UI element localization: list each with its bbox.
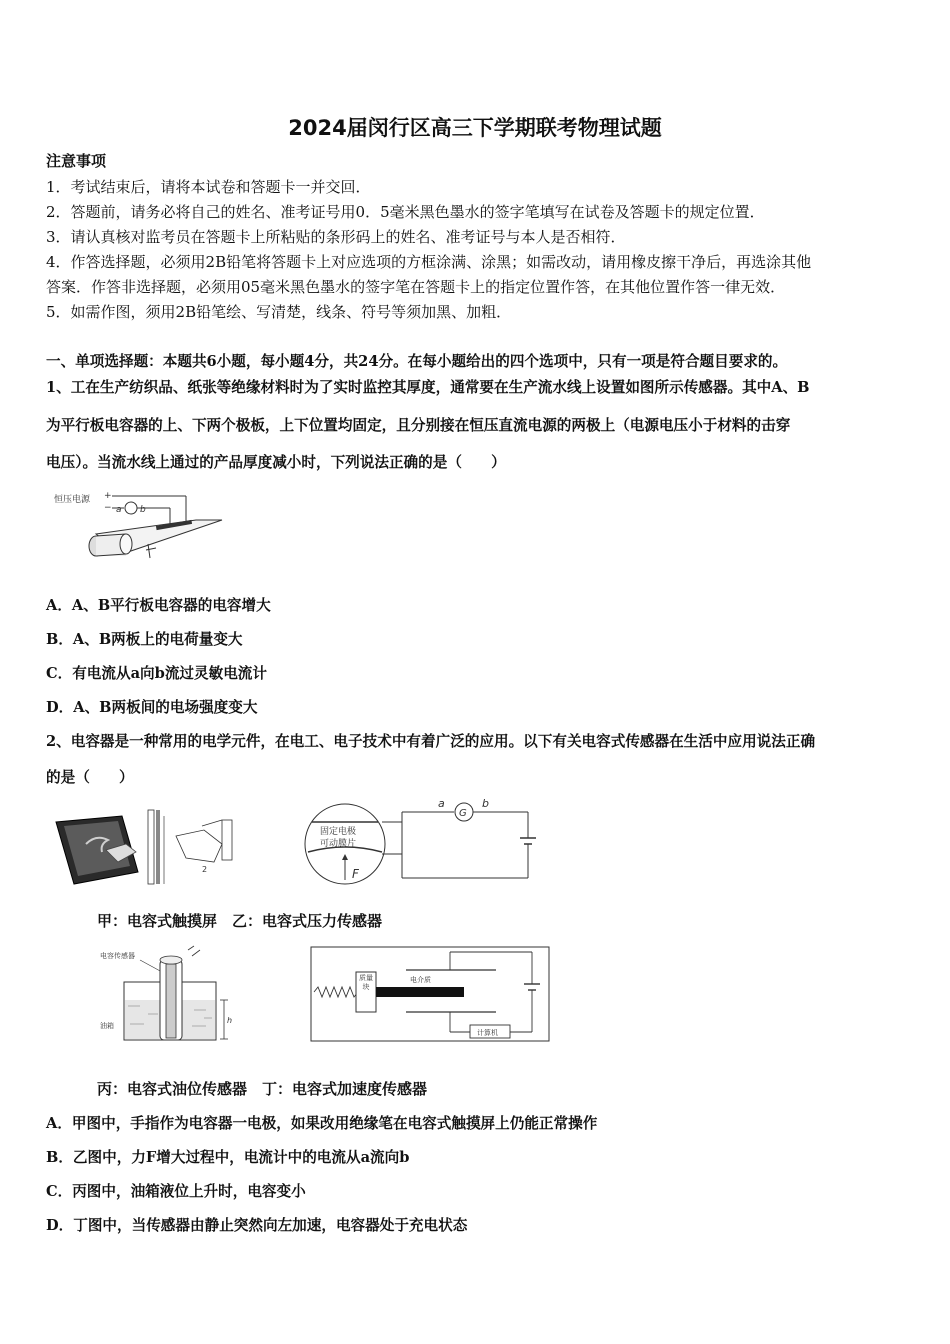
dielectric-label: 电介质 xyxy=(410,976,431,984)
q2-option-b: B．乙图中，力F增大过程中，电流计中的电流从a流向b xyxy=(46,1149,410,1166)
notice-item: 2．答题前，请务必将自己的姓名、准考证号用0．5毫米黑色墨水的签字笔填写在试卷及答题卡的规定位置． xyxy=(46,203,765,221)
q1-option-b: B．A、B两板上的电荷量变大 xyxy=(46,631,243,648)
q1-a-label: a xyxy=(116,505,122,515)
force-label: F xyxy=(352,867,359,881)
notice-item: 5．如需作图，须用2B铅笔绘、写清楚，线条、符号等须加黑、加粗． xyxy=(46,303,512,321)
mass-label: 质量块 xyxy=(359,974,373,991)
q1-thickness-sensor-figure xyxy=(46,486,226,566)
page-title: 2024届闵行区高三下学期联考物理试题 xyxy=(288,116,662,140)
section-heading: 一、单项选择题：本题共6小题，每小题4分，共24分。在每小题给出的四个选项中，只有一项是符合题目要求的。 xyxy=(46,353,788,370)
q1-option-a: A．A、B平行板电容器的电容增大 xyxy=(46,597,271,614)
q1-option-c: C．有电流从a向b流过灵敏电流计 xyxy=(46,665,267,682)
q2-option-a: A．甲图中，手指作为电容器一电极，如果改用绝缘笔在电容式触摸屏上仍能正常操作 xyxy=(46,1115,598,1132)
sensor-label: 电容传感器 xyxy=(100,952,135,960)
notice-item: 答案．作答非选择题，必须用05毫米黑色墨水的签字笔在答题卡上的指定位置作答，在其他位置作答一律无效． xyxy=(46,278,786,296)
q1-minus-label: − xyxy=(104,503,112,513)
q2-stem-line: 的是（ ） xyxy=(46,769,134,786)
q2-stem-line: 2、电容器是一种常用的电学元件，在电工、电子技术中有着广泛的应用。以下有关电容式传感器在生活中应用说法正确 xyxy=(46,733,816,750)
q1-stem-line: 电压）。当流水线上通过的产品厚度减小时，下列说法正确的是（ ） xyxy=(46,454,506,471)
figure-touch-screen xyxy=(52,806,242,888)
figure-acceleration-sensor xyxy=(310,946,550,1042)
fixed-electrode-label: 固定电极 xyxy=(320,827,357,837)
notice-heading: 注意事项 xyxy=(46,152,107,170)
figure-oil-level-sensor xyxy=(100,944,236,1044)
q2-option-c: C．丙图中，油箱液位上升时，电容变小 xyxy=(46,1183,306,1200)
dielectric-bar xyxy=(376,987,464,997)
q1-b-label: b xyxy=(140,505,146,515)
q1-plus-label: + xyxy=(104,491,112,501)
figure-caption-1: 甲：电容式触摸屏 乙：电容式压力传感器 xyxy=(97,912,383,930)
membrane-label: 可动膜片 xyxy=(320,839,357,849)
oil-tank-label: 油箱 xyxy=(100,1022,114,1030)
q1-stem-line: 为平行板电容器的上、下两个极板，上下位置均固定，且分别接在恒压直流电源的两极上（电源电压小于材料的击穿 xyxy=(46,417,791,434)
notice-item: 3．请认真核对监考员在答题卡上所粘贴的条形码上的姓名、准考证号与本人是否相符． xyxy=(46,228,626,246)
computer-label: 计算机 xyxy=(477,1029,498,1037)
figure-caption-2: 丙：电容式油位传感器 丁：电容式加速度传感器 xyxy=(97,1080,428,1098)
q2-option-d: D．丁图中，当传感器由静止突然向左加速，电容器处于充电状态 xyxy=(46,1217,468,1234)
figure-pressure-sensor xyxy=(302,798,542,890)
q1-source-label: 恒压电源 xyxy=(54,495,91,505)
notice-item: 4．作答选择题，必须用2B铅笔将答题卡上对应选项的方框涂满、涂黑；如需改动，请用橡皮擦干净后，再选涂其他 xyxy=(46,253,812,271)
galvanometer-label: G xyxy=(459,808,467,819)
notice-item: 1．考试结束后，请将本试卷和答题卡一并交回． xyxy=(46,178,371,196)
svg-text:2: 2 xyxy=(202,865,208,874)
height-label: h xyxy=(227,1016,233,1025)
q1-option-d: D．A、B两板间的电场强度变大 xyxy=(46,699,258,716)
q2-a-label: a xyxy=(438,798,445,810)
q1-stem-line: 1、工在生产纺织品、纸张等绝缘材料时为了实时监控其厚度，通常要在生产流水线上设置如图所示传感器。其中A、B xyxy=(46,379,810,396)
galvanometer-icon xyxy=(125,502,137,514)
q2-b-label: b xyxy=(482,798,489,810)
